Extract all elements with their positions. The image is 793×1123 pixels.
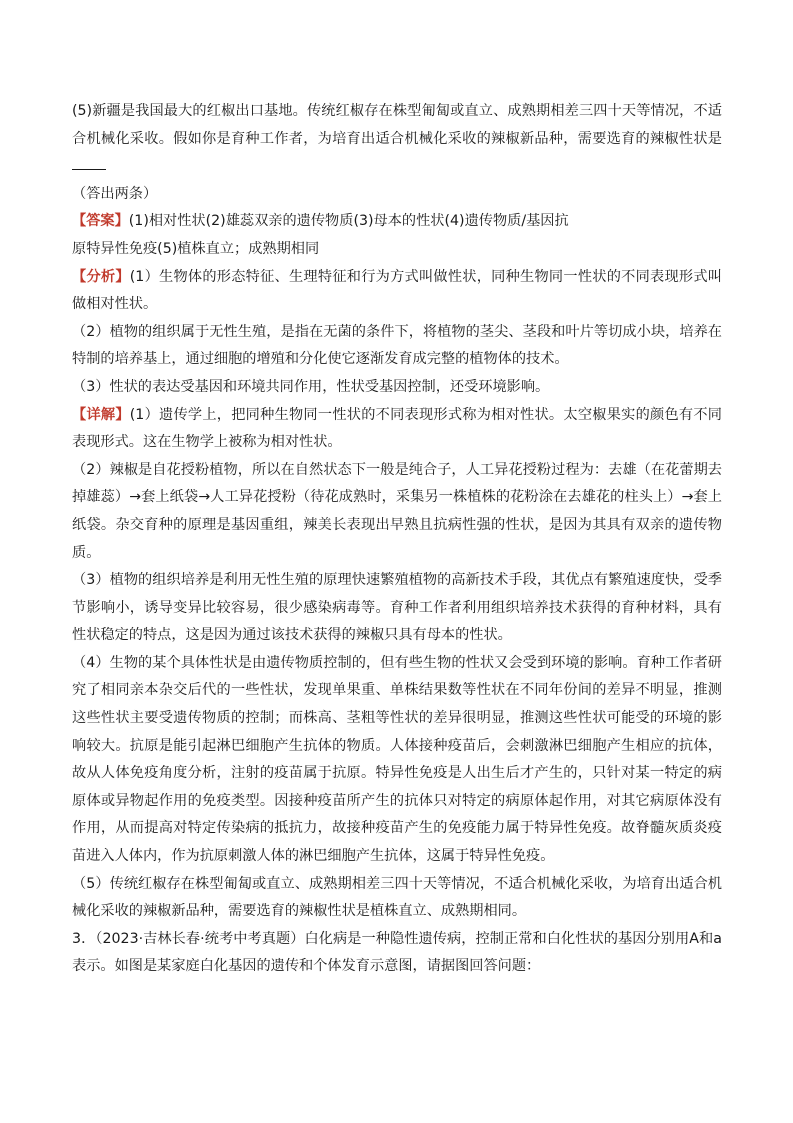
answer-3: 双亲的遗传物质 — [254, 213, 354, 230]
analysis-2: （2）植物的组织属于无性生殖，是指在无菌的条件下，将植物的茎尖、茎段和叶片等切成小块，培养在特制的培养基上，通过细胞的增殖和分化使它逐渐发育成完整的植物体的技术。 — [72, 323, 722, 368]
answer-1: (1)相对性状 — [128, 213, 206, 230]
detail-tag: 【详解】 — [72, 406, 130, 423]
question-5-text-3: （答出两条） — [72, 185, 158, 202]
answer-5: (4)遗传物质/基因 — [444, 213, 555, 230]
detail-4: （4）生物的某个具体性状是由遗传物质控制的，但有些生物的性状又会受到环境的影响。育种工作者研究了相同亲本杂交后代的一些性状，发现单果重、单株结果数等性状在不同年份间的差异不明显，推测这些性状主要受遗传物质的控制；而株高、茎粗等性状的差异很明显，推测这些性状可能受的环境的影响较大。抗原是能引起淋巴细胞产生抗体的物质。人体接种疫苗后，会刺激淋巴细胞产生相应的抗体，故从人体免疫角度分析，注射的疫苗属于抗原。特异性免疫是人出生后才产生的，只针对某一特定的病原体或异物起作用的免疫类型。因接种疫苗所产生的抗体只对特定的病原体起作用，对其它病原体没有作用，从而提高对特定传染病的抵抗力，故接种疫苗产生的免疫能力属于特异性免疫。故脊髓灰质炎疫苗进入人体内，作为抗原刺激人体的淋巴细胞产生抗体，这属于特异性免疫。 — [72, 654, 722, 865]
detail-3: （3）植物的组织培养是利用无性生殖的原理快速繁殖植物的高新技术手段，其优点有繁殖速度快，受季节影响小，诱导变异比较容易，很少感染病毒等。育种工作者利用组织培养技术获得的育种材料，具有性状稳定的特点，这是因为通过该技术获得的辣椒只具有母本的性状。 — [72, 572, 722, 644]
answer-4: (3)母本的性状 — [353, 213, 445, 230]
answer-8: 特异性免疫 — [86, 240, 158, 257]
question-5 — [72, 98, 722, 208]
detail-5: （5）传统红椒存在株型匍匐或直立、成熟期相差三四十天等情况，不适合机械化采收，为培育出适合机械化采收的辣椒新品种，需要选育的辣椒性状是植株直立、成熟期相同。 — [72, 875, 722, 920]
answer-2: (2)雄蕊 — [205, 213, 255, 230]
detail-1-text: (1）遗传学上，把同种生物同一性状的不同表现形式称为相对性状。太空椒果实的颜色有不同表现形式。这在生物学上被称为相对性状。 — [72, 406, 722, 451]
analysis-1 — [72, 264, 722, 319]
detail-2: （2）辣椒是自花授粉植物，所以在自然状态下一般是纯合子，人工异花授粉过程为：去雄（在花蕾期去掉雄蕊）→套上纸袋→人工异花授粉（待花成熟时，采集另一株植株的花粉涂在去雄花的柱头上）→套上纸袋。杂交育种的原理是基因重组，辣美长表现出早熟且抗病性强的性状，是因为其具有双亲的遗传物质。 — [72, 461, 722, 561]
analysis-tag: 【分析】 — [72, 268, 130, 285]
question-5-text-2: 机械化采收。假如你是育种工作者，为培育出适合机械化采收的辣椒新品种，需要选育的辣椒性状是 — [86, 130, 722, 147]
answer-section — [72, 208, 722, 263]
answer-7: 原 — [72, 240, 87, 257]
question-3: 3．（2023·吉林长春·统考中考真题）白化病是一种隐性遗传病，控制正常和白化性状的基因分别用A和a表示。如图是某家庭白化基因的遗传和个体发育示意图，请据图回答问题： — [72, 930, 722, 975]
answer-blank — [72, 155, 106, 170]
answer-tag: 【答案】 — [72, 213, 129, 230]
detail-1 — [72, 402, 722, 457]
analysis-1-text: (1）生物体的形态特征、生理特征和行为方式叫做性状，同种生物同一性状的不同表现形式叫做相对性状。 — [72, 268, 722, 313]
question-5-text-1: (5)新疆是我国最大的红椒出口基地。传统红椒存在株型匍匐或直立、成熟期相差三四十天等情况，不适合 — [72, 103, 722, 147]
document-content — [72, 98, 722, 981]
analysis-3: （3）性状的表达受基因和环境共同作用，性状受基因控制，还受环境影响。 — [72, 378, 550, 395]
answer-9: (5)植株直立；成熟期相同 — [157, 240, 320, 257]
answer-6: 抗 — [554, 213, 569, 230]
